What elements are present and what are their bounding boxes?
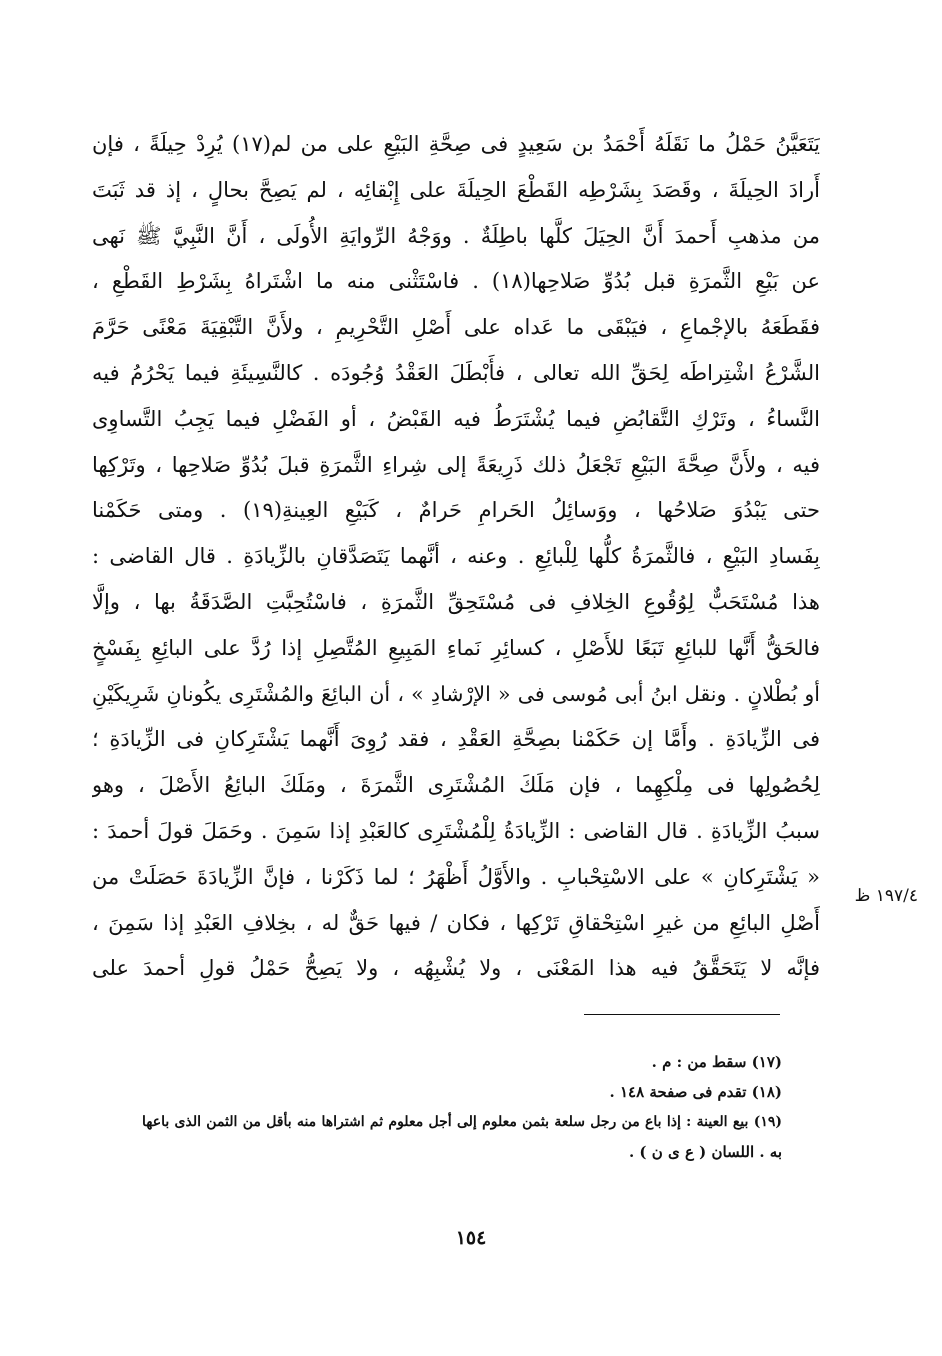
footnote-separator (584, 1014, 780, 1015)
margin-reference: ١٩٧/٤ ظ (854, 886, 918, 906)
text-line: لِحُصُولِها فى مِلْكِهِما ، فإن مَلَكَ المُشْتَرِى الثَّمرَةَ ، ومَلَكَ البائِعُ الأَصْلَ ، وهو (92, 773, 820, 798)
text-line: فقَطَعَهُ بالإجْماعِ ، فيَبْقَى ما عَداه على أَصْلِ التَّحْرِيمِ ، ولأَنَّ التَّبْقِيَةَ مَعْنًى حَرَّمَ (92, 315, 820, 340)
text-line: بِفَسادِ البَيْعِ ، فالثَّمرَةُ كلُّها لِلْبائِعِ . وعنه ، أنَّهما يَتَصَدَّقانِ بالزِّيادَةِ . قال القاضى : (92, 544, 820, 569)
text-line: فى الزِّيادَةِ . وأَمَّا إن حَكَمْنا بصِحَّةِ العَقْدِ ، فقد رُوِىَ أَنَّهما يَشْتَرِكانِ فى الزِّيادَةِ ؛ (92, 727, 820, 752)
text-line: سببُ الزِّيادَةِ . قال القاضى : الزِّيادَةُ لِلْمُشْتَرِى كالعَبْدِ إذا سَمِنَ . وحَمَلَ قولَ أحمدَ : (92, 818, 820, 843)
footnote: (١٨) تقدم فى صفحة ١٤٨ . (609, 1083, 782, 1101)
footnote-continuation: به . اللسان ( ع ى ن ) . (628, 1143, 782, 1161)
text-line: من مذهبِ أَحمدَ أَنَّ الحِيَلَ كلَّها باطِلَةٌ . ووَجْهُ الرِّوايَةِ الأُولَى ، أَنَّ النَّبِيَّ ﷺ نَهى (92, 223, 820, 248)
text-line: عن بَيْعِ الثَّمرَةِ قبل بُدُوِّ صَلاحِها(١٨) . فاسْتَثْنى منه ما اشْتَراهُ بِشَرْطِ القَطْعِ ، (92, 269, 820, 294)
text-line: الشَّرْعُ اشْتِراطَه لِحَقِّ الله تعالى ، فأَبْطَلَ العَقْدُ وُجُودَه . كالنَّسِيئَةِ فيما يَحْرُمُ فيه (92, 360, 820, 385)
main-text-block (92, 122, 820, 992)
text-line: النَّساءُ ، وتَرْكِ التَّقابُضِ فيما يُشْتَرَطُ فيه القَبْضُ ، أو الفَضْلِ فيما يَجِبُ التَّساوِى (92, 406, 820, 431)
text-line: فالحَقُّ أَنَّها للبائِعِ تَبَعًا للأَصْلِ ، كسائِرِ نَماءِ المَبِيعِ المُتَّصِلِ إذا رُدَّ على البائِعِ بِفَسْخٍ (92, 635, 820, 660)
text-line: أَصْلِ البائِعِ من غيرِ اسْتِحْقاقِ تَرْكِها ، فكان / فيها حَقٌّ له ، بخِلافِ العَبْدِ إذا سَمِنَ ، (92, 910, 820, 935)
footnote: (١٩) بيع العينة : إذا باع من رجل سلعة بثمن معلوم إلى أجل معلوم ثم اشتراها منه بأقل من الثمن الذى باعها (142, 1114, 782, 1130)
page-number: ١٥٤ (455, 1227, 487, 1249)
footnote: (١٧) سقط من : م . (651, 1053, 782, 1071)
text-line: يَتَعَيَّنُ حَمْلُ ما نَقَلَهُ أَحْمَدُ بن سَعِيدٍ فى صِحَّةِ البَيْعِ على من لم(١٧) يُرِدْ حِيلَةً ، فإن (92, 132, 820, 156)
text-line: « يَشْتَرِكانِ » على الاسْتِحْبابِ . والأَوَّلُ أَظْهَرُ ؛ لما ذَكَرْنا ، فإنَّ الزِّيادَةَ حَصَلَتْ من (92, 864, 820, 889)
text-line: أَرادَ الحِيلَةَ ، وقَصَدَ بِشَرْطِه القَطْعَ الحِيلَةَ على إِبْقائِه ، لم يَصِحَّ بحالٍ ، إذ قد ثَبَتَ (92, 177, 820, 202)
text-line: فإنَّه لا يَتَحَقَّقُ فيه هذا المَعْنَى ، ولا يُشْبِهُه ، ولا يَصِحُّ حَمْلُ قولِ أحمدَ على (92, 956, 820, 981)
text-line: هذا مُسْتَحَبٌّ لِوُقُوعِ الخِلافِ فى مُسْتَحِقِّ الثَّمرَةِ ، فاسْتُحِبَّتِ الصَّدَقَةُ بها ، وإلَّا (92, 589, 820, 614)
text-line: فيه ، ولأَنَّ صِحَّةَ البَيْعِ تَجْعَلُ ذلك ذَرِيعَةً إلى شِراءِ الثَّمرَةِ قبلَ بُدُوِّ صَلاحِها ، وتَرْكِها (92, 452, 820, 477)
text-line: حتى يَبْدُوَ صَلاحُها ، ووَسائِلُ الحَرامِ حَرامٌ ، كَبَيْعِ العِينةِ(١٩) . ومتى حَكَمْنا (92, 498, 820, 523)
footnotes-block (142, 1047, 782, 1167)
text-line: أو بُطْلانٍ . ونقل ابنُ أبى مُوسى فى « الإرْشادِ » ، أن البائِعَ والمُشْتَرِى يكُونانِ شَرِيكَيْنِ (92, 681, 820, 706)
